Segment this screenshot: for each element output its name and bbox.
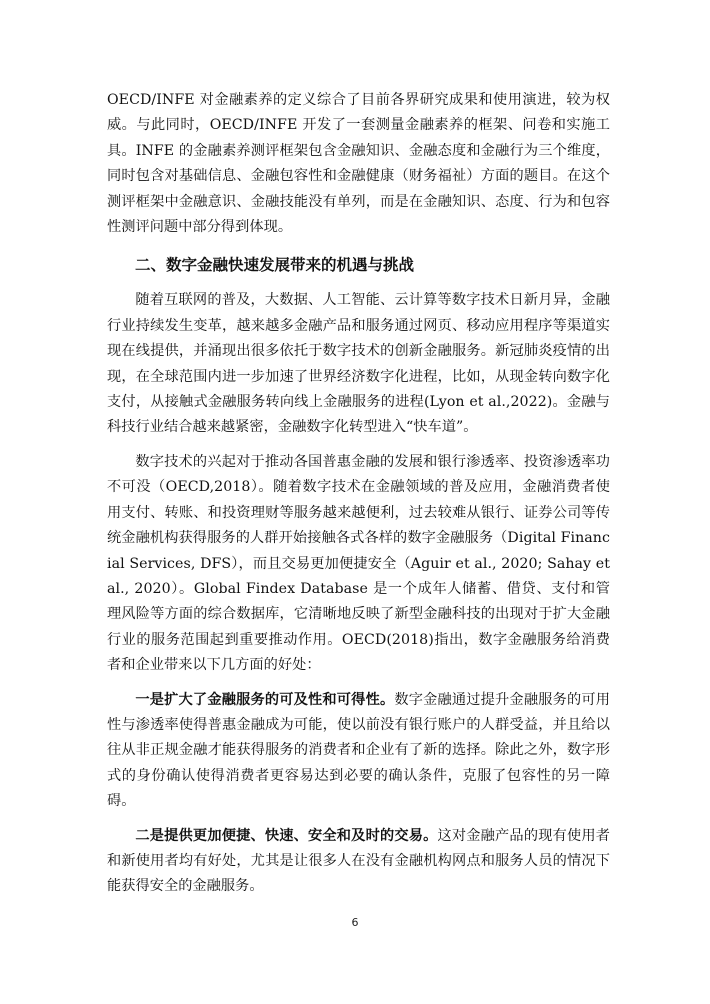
- section-paragraph-2: 数字技术的兴起对于推动各国普惠金融的发展和银行渗透率、投资渗透率功不可没（OECD,2018）。随着数字技术在金融领域的普及应用，金融消费者使用支付、转账、和投资理财等服务越来越便利，过去较难从银行、证券公司等传统金融机构获得服务的人群开始接触各式各样的数字金融服务（Digital Financial Services, DFS），而且交易更加便捷安全（Aguir et al., 2020; Sahay et al., 2020）。Global Findex Database 是一个成年人储蓄、借贷、支付和管理风险等方面的综合数据库，它清晰地反映了新型金融科技的出现对于扩大金融行业的服务范围起到重要推动作用。OECD(2018)指出，数字金融服务给消费者和企业带来以下几方面的好处：: [107, 453, 610, 674]
- benefit-lead-1: 一是扩大了金融服务的可及性和可得性。: [135, 691, 395, 708]
- section-paragraph-1: 随着互联网的普及，大数据、人工智能、云计算等数字技术日新月异，金融行业持续发生变革，越来越多金融产品和服务通过网页、移动应用程序等渠道实现在线提供，并涌现出很多依托于数字技术的创新金融服务。新冠肺炎疫情的出现，在全球范围内进一步加速了世界经济数字化进程，比如，从现金转向数字化支付，从接触式金融服务转向线上金融服务的进程(Lyon et al.,2022)。金融与科技行业结合越来越紧密，金融数字化转型进入“快车道”。: [107, 292, 610, 436]
- page-number: 6: [351, 916, 359, 929]
- benefit-lead-2: 二是提供更加便捷、快速、安全和及时的交易。: [135, 827, 438, 844]
- benefit-paragraph-2: [107, 824, 610, 900]
- intro-paragraph: OECD/INFE 对金融素养的定义综合了目前各界研究成果和使用演进，较为权威。与此同时，OECD/INFE 开发了一套测量金融素养的框架、问卷和实施工具。INFE 的金融素养测评框架包含金融知识、金融态度和金融行为三个维度，同时包含对基础信息、金融包容性和金融健康（财务福祉）方面的题目。在这个测评框架中金融意识、金融技能没有单列，而是在金融知识、态度、行为和包容性测评问题中部分得到体现。: [107, 92, 610, 236]
- benefit-text-2: 这对金融产品的现有使用者和新使用者均有好处，尤其是让很多人在没有金融机构网点和服务人员的情况下能获得安全的金融服务。: [107, 827, 610, 895]
- benefit-text-1: 数字金融通过提升金融服务的可用性与渗透率使得普惠金融成为可能，使以前没有银行账户的人群受益，并且给以往从非正规金融才能获得服务的消费者和企业有了新的选择。除此之外，数字形式的身份确认使得消费者更容易达到必要的确认条件，克服了包容性的另一障碍。: [107, 691, 610, 810]
- section-heading: 二、数字金融快速发展带来的机遇与挑战: [135, 256, 415, 275]
- benefit-paragraph-1: [107, 688, 610, 815]
- document-body: [107, 88, 610, 900]
